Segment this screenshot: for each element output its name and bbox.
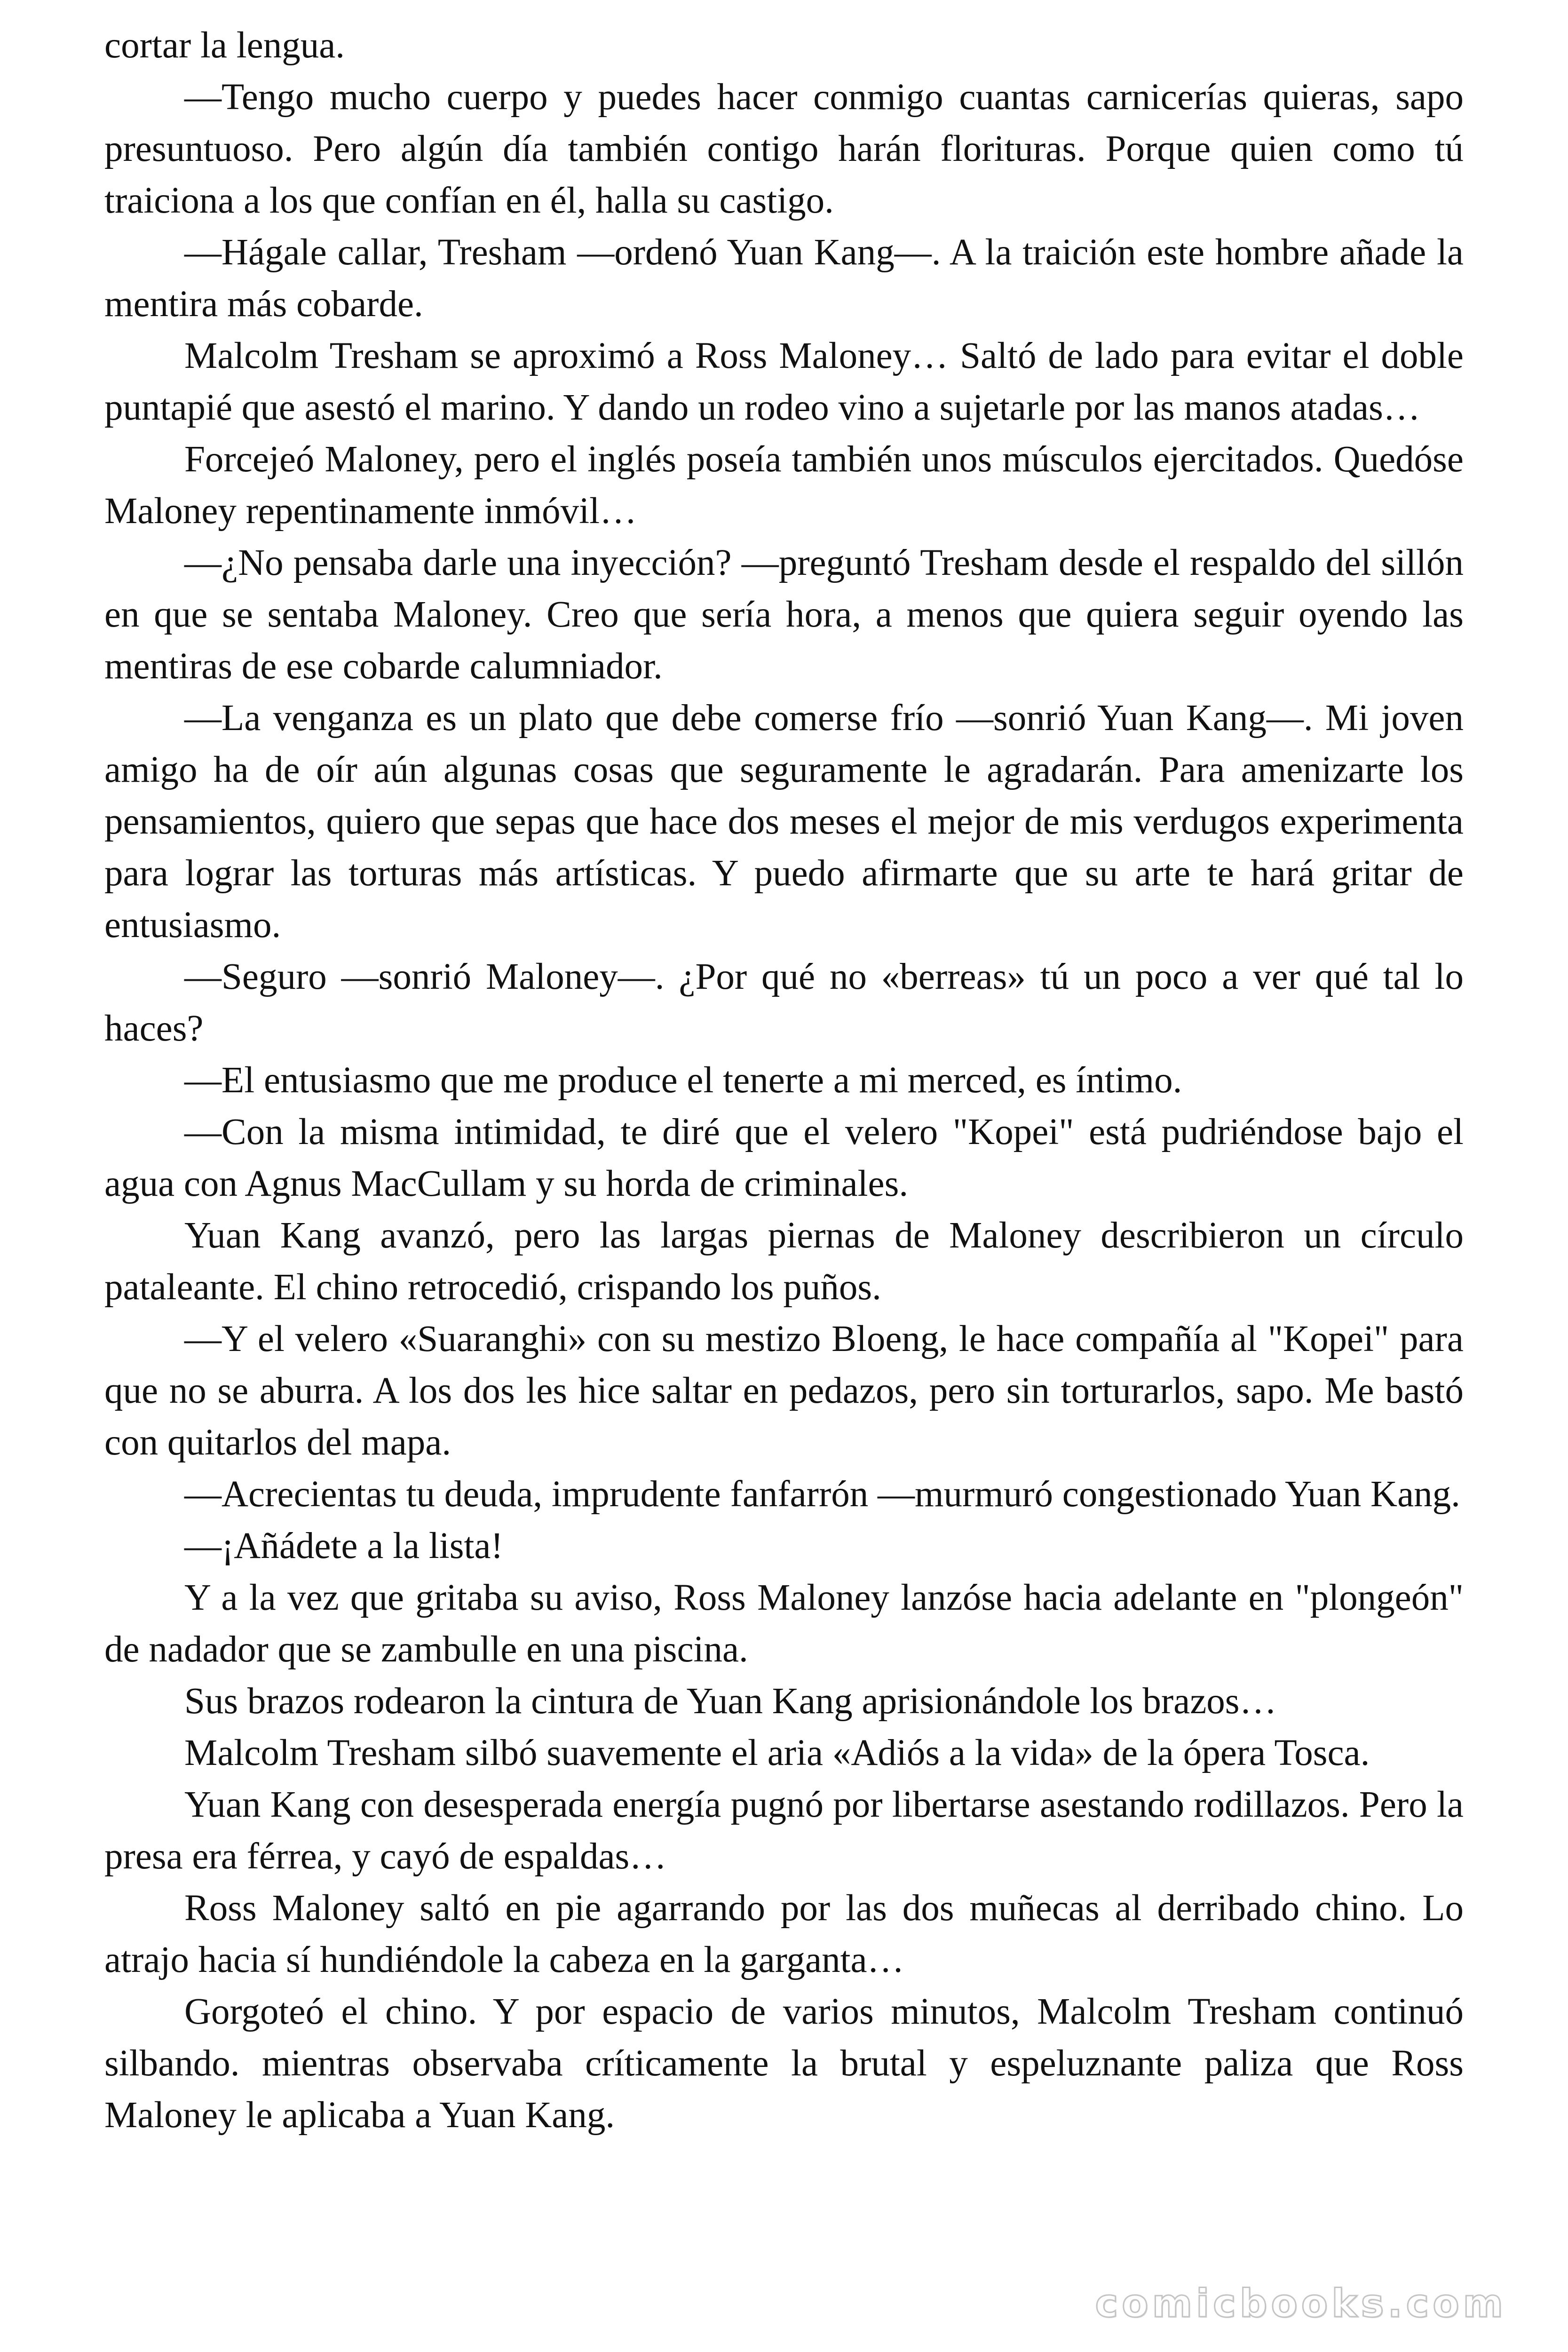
paragraph: —Tengo mucho cuerpo y puedes hacer conmigo cuantas carnicerías quieras, sapo presuntuoso. Pero algún día también contigo harán florituras. Porque quien como tú traiciona a los que confían en él, halla su castigo.: [104, 77, 1464, 221]
paragraph: —La venganza es un plato que debe comerse frío —sonrió Yuan Kang—. Mi joven amigo ha de oír aún algunas cosas que seguramente le agradarán. Para amenizarte los pensamientos, quiero que sepas que hace dos meses el mejor de mis verdugos experimenta para lograr las torturas más artísticas. Y puedo afirmarte que su arte te hará gritar de entusiasmo.: [104, 698, 1464, 946]
paragraph: —El entusiasmo que me produce el tenerte a mi merced, es íntimo.: [184, 1060, 1182, 1101]
paragraph: Sus brazos rodearon la cintura de Yuan Kang aprisionándole los brazos…: [184, 1681, 1277, 1722]
paragraph: Ross Maloney saltó en pie agarrando por las dos muñecas al derribado chino. Lo atrajo hacia sí hundiéndole la cabeza en la garganta…: [104, 1888, 1464, 1980]
paragraph: Y a la vez que gritaba su aviso, Ross Maloney lanzóse hacia adelante en "plongeón" de nadador que se zambulle en una piscina.: [104, 1577, 1464, 1670]
paragraph-continuation: cortar la lengua.: [104, 25, 345, 66]
paragraph: Yuan Kang avanzó, pero las largas piernas de Maloney describieron un círculo pataleante. El chino retrocedió, crispando los puños.: [104, 1215, 1464, 1308]
paragraph: Malcolm Tresham silbó suavemente el aria «Adiós a la vida» de la ópera Tosca.: [184, 1732, 1370, 1773]
paragraph: —¡Añádete a la lista!: [184, 1526, 503, 1566]
paragraph: Forcejeó Maloney, pero el inglés poseía también unos músculos ejercitados. Quedóse Maloney repentinamente inmóvil…: [104, 439, 1464, 532]
page-body: [104, 20, 1464, 2141]
paragraph: —Con la misma intimidad, te diré que el velero "Kopei" está pudriéndose bajo el agua con Agnus MacCullam y su horda de criminales.: [104, 1112, 1464, 1204]
paragraph: —Hágale callar, Tresham —ordenó Yuan Kang—. A la traición este hombre añade la mentira más cobarde.: [104, 232, 1464, 325]
paragraph: Malcolm Tresham se aproximó a Ross Maloney… Saltó de lado para evitar el doble puntapié que asestó el marino. Y dando un rodeo vino a sujetarle por las manos atadas…: [104, 335, 1464, 428]
watermark: comicbooks.com: [1095, 2281, 1507, 2326]
paragraph: Yuan Kang con desesperada energía pugnó por libertarse asestando rodillazos. Pero la presa era férrea, y cayó de espaldas…: [104, 1784, 1464, 1877]
paragraph: Gorgoteó el chino. Y por espacio de varios minutos, Malcolm Tresham continuó silbando. mientras observaba críticamente la brutal y espeluznante paliza que Ross Maloney le aplicaba a Yuan Kang.: [104, 1991, 1464, 2136]
paragraph: —Seguro —sonrió Maloney—. ¿Por qué no «berreas» tú un poco a ver qué tal lo haces?: [104, 956, 1464, 1049]
paragraph: —¿No pensaba darle una inyección? —preguntó Tresham desde el respaldo del sillón en que se sentaba Maloney. Creo que sería hora, a menos que quiera seguir oyendo las mentiras de ese cobarde calumniador.: [104, 542, 1464, 687]
paragraph: —Y el velero «Suaranghi» con su mestizo Bloeng, le hace compañía al "Kopei" para que no se aburra. A los dos les hice saltar en pedazos, pero sin torturarlos, sapo. Me bastó con quitarlos del mapa.: [104, 1319, 1464, 1463]
paragraph: —Acrecientas tu deuda, imprudente fanfarrón —murmuró congestionado Yuan Kang.: [184, 1474, 1460, 1515]
